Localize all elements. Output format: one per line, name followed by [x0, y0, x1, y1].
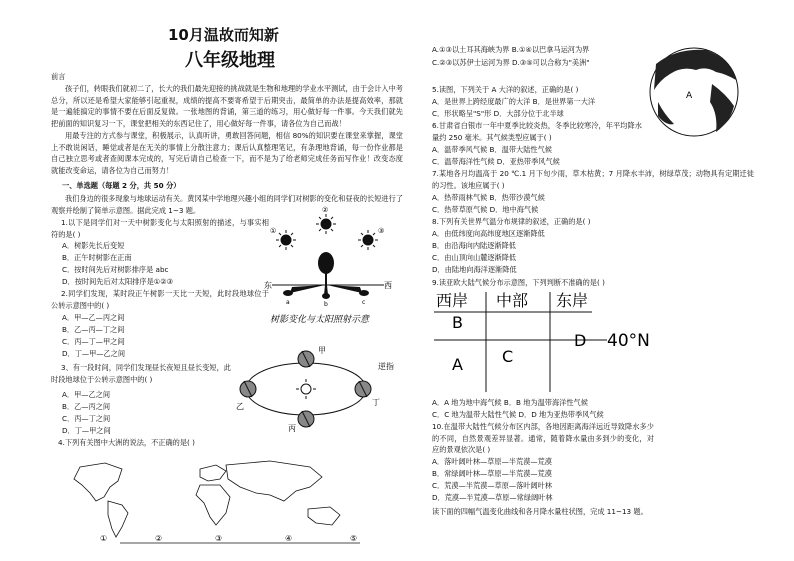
question-10-option-b: B．常绿阔叶林—草原—半荒漠—荒漠 [432, 469, 552, 478]
section-intro: 我们身边的很多现象与地球运动有关。黄冈某中学地理兴趣小组的同学们对树影的变化和昼夜的长短进行了观察并绘制了简单示意图。据此完成 1~3 题。 [51, 194, 403, 215]
question-3-option-b: B．乙—丙之间 [62, 402, 111, 411]
sun-label-3: ③ [378, 227, 385, 235]
continent-label-3: ③ [215, 534, 223, 543]
preface-paragraph-1: 孩子们，转眼我们就初二了，长大的我们最先迎接的挑战就是生物和地理的学业水平测试，由于会计入中考总分，所以还是希望大家能够引起重视，成绩的提高不要寄希望于后期突击，最简单的办法是提高效率，那就是一遍能搞定的事情不要在后面反复做。一张地图的背诵，第三道的练习，用心做好每一件事。今天我们就先把前面的知识复习一下，课堂把相关的东西记住了，用心做好每一件事，请各位为自己而战！ [51, 84, 403, 128]
question-7-stem: 7.某地各月均温高于 20 ℃.1 月下旬少雨，草木枯黄；7 月降水丰沛，树绿草茂；动物具有定期迁徙的习性。该地应属于( ) [432, 169, 754, 190]
tree-shadow-figure [258, 203, 398, 325]
earth-icon [298, 411, 314, 427]
question-1-option-d: D．按时间先后对太阳排序是①②③ [62, 277, 174, 286]
continent-europe [200, 465, 226, 481]
question-5-stem: 5.读图，下列关于 A 大洋的叙述，正确的是( ) [432, 85, 579, 94]
earth-icon [298, 351, 314, 367]
orbit-note: 逆指 [378, 362, 394, 371]
question-8-option-a: A．由低纬度向高纬度地区逐渐降低 [432, 229, 545, 238]
continent-label-5: ⑤ [350, 534, 358, 543]
question-3-option-c: C．丙—丁之间 [62, 414, 111, 423]
earth-icon [240, 381, 256, 397]
sun-icon [296, 379, 316, 399]
orbit-figure [228, 343, 398, 435]
question-10-option-a: A．落叶阔叶林—草原—半荒漠—荒漠 [432, 457, 552, 466]
question-6-option-cd: C．温带海洋性气候 D．亚热带季风气候 [432, 157, 560, 166]
region-label-c: C [502, 347, 514, 366]
continent-label-1: ① [100, 534, 108, 543]
continent-north-america [74, 463, 122, 501]
sun-icon [316, 214, 336, 234]
question-9-option-cd: C．C 地为温带大陆性气候 D．D 地为亚热带季风气候 [432, 410, 604, 419]
question-6-option-ab: A．温带季风气候 B．温带大陆性气候 [432, 145, 552, 154]
question-10-option-c: C．荒漠—半荒漠—草原—落叶阔叶林 [432, 481, 553, 490]
question-7-option-ab: A．热带雨林气候 B．热带沙漠气候 [432, 193, 545, 202]
preface-label: 前言 [51, 72, 66, 81]
question-5-option-cd: C．形状略呈"S"形 D．大部分位于北半球 [432, 109, 564, 118]
page-title: 10月温故而知新 [168, 26, 279, 44]
region-label-d: D [574, 331, 587, 350]
continents-map [60, 457, 395, 547]
orbit-label-yi: 乙 [236, 402, 244, 411]
tree-shadow-middle [322, 285, 330, 299]
tree-shadow-left [283, 285, 325, 296]
continent-south-america [108, 501, 128, 537]
west-coast-label: 西岸 [436, 291, 469, 310]
shadow-label-c: c [362, 299, 366, 306]
page-subtitle: 八年级地理 [185, 50, 275, 71]
eurasia-climate-diagram [432, 288, 657, 400]
shadow-label-b: b [324, 301, 328, 308]
orbit-label-bing: 丙 [288, 424, 296, 433]
sun-icon [276, 230, 296, 250]
region-label-b: B [452, 313, 463, 332]
closing-instruction: 读下面的四幅气温变化曲线和各月降水量柱状图，完成 11~13 题。 [432, 507, 648, 516]
globe-figure [646, 44, 742, 140]
question-9-stem: 9.读亚欧大陆气候分布示意图，下列判断不准确的是( ) [432, 278, 605, 287]
question-7-option-cd: C．热带草原气候 D．地中海气候 [432, 205, 539, 214]
question-1-option-b: B．正午时树影在正南 [62, 253, 132, 262]
tree-icon [318, 252, 334, 285]
sun-icon [358, 230, 378, 250]
continent-oceania [308, 507, 340, 525]
middle-label: 中部 [496, 291, 529, 310]
question-1-stem: 1.以下是同学们对一天中树影变化与太阳照射的描述，与事实相符的是( ) [51, 218, 269, 239]
question-2-stem: 2.同学们发现，某时段正午树影一天比一天短，此时段地球位于公转示意图中的( ) [51, 289, 269, 310]
continent-asia [226, 461, 322, 501]
question-5-option-ab: A．是世界上跨经度最广的大洋 B．是世界第一大洋 [432, 97, 596, 106]
shadow-label-a: a [286, 299, 290, 306]
question-8-stem: 8.下列有关世界气温分布规律的叙述，正确的是( ) [432, 217, 591, 226]
question-4-stem: 4.下列有关图中大洲的说法，不正确的是( ) [58, 438, 195, 447]
question-2-option-d: D．丁—甲—乙之间 [62, 349, 126, 358]
question-9-option-ab: A．A 地为地中海气候 B．B 地为温带海洋性气候 [432, 398, 588, 407]
continent-africa [196, 485, 230, 525]
orbit-label-jia: 甲 [318, 346, 326, 355]
question-8-option-d: D．由陆地向海洋逐渐降低 [432, 265, 517, 274]
question-8-option-c: C．由山顶向山麓逐渐降低 [432, 253, 517, 262]
question-3-stem: 3、有一段时间，同学们发现昼长夜短且昼长变短，此时段地球位于公转示意图中的( ) [51, 363, 231, 384]
q4-options-line-1: A.①③以土耳其海峡为界 B.①④以巴拿马运河为界 [432, 45, 590, 54]
orbit-label-ding: 丁 [372, 398, 380, 407]
question-3-option-a: A．甲—乙之间 [62, 390, 111, 399]
question-2-option-b: B．乙—丙—丁之间 [62, 325, 125, 334]
latitude-label: 40°N [607, 331, 650, 351]
preface-paragraph-2: 用最专注的方式参与课堂，积极展示，认真听讲，勇敢回答问题，相信 80%的知识要在课堂来掌握，课堂上不敢说闲话，睡觉或者是在无关的事情上分散注意力；课后认真整理笔记，有条理地背诵，每一份作业都是自己独立思考或者查阅课本完成的，写完后请自己检查一下，而不是为了给老师完成任务而写作业！改变态度就能改变命运，请各位为自己而努力！ [51, 131, 403, 175]
question-8-option-b: B．由沿海向内陆逐渐降低 [432, 241, 516, 250]
question-10-option-d: D．荒漠—半荒漠—草原—常绿阔叶林 [432, 493, 553, 502]
question-2-option-c: C．丙—丁—甲之间 [62, 337, 125, 346]
east-label: 东 [264, 281, 272, 290]
earth-icon [355, 381, 371, 397]
question-6-stem: 6.甘肃省白银市一年中夏季比较炎热，冬季比较寒冷，年平均降水量约 250 毫米。其气候类型应属于( ) [432, 121, 642, 142]
section-heading: 一、单选题（每题 2 分，共 50 分） [62, 181, 181, 190]
question-2-option-a: A．甲—乙—丙之间 [62, 313, 125, 322]
question-1-option-c: C．按时间先后对树影排序是 abc [62, 265, 169, 274]
tree-figure-caption: 树影变化与太阳照射示意 [270, 315, 370, 325]
east-coast-label: 东岸 [556, 291, 589, 310]
sun-label-2: ② [322, 206, 329, 214]
west-label: 西 [384, 281, 392, 290]
question-10-stem: 10.在温带大陆性气候分布区内部，各地因距离海洋远近导致降水多少的不同，自然景观差异显著。通常，随着降水量由多到少的变化，对应的景观依次是( ) [432, 422, 654, 455]
question-3-option-d: D．丁—甲之间 [62, 426, 111, 435]
tree-shadow-right [327, 285, 369, 296]
region-label-a: A [452, 355, 463, 374]
continent-label-2: ② [155, 534, 163, 543]
q4-options-line-2: C.②③以苏伊士运河为界 D.③⑤可以合称为"美洲" [432, 58, 590, 67]
globe-ocean-label: A [686, 91, 693, 101]
question-1-option-a: A．树影先长后变短 [62, 241, 125, 250]
sun-label-1: ① [270, 227, 277, 235]
continent-label-4: ④ [285, 534, 293, 543]
